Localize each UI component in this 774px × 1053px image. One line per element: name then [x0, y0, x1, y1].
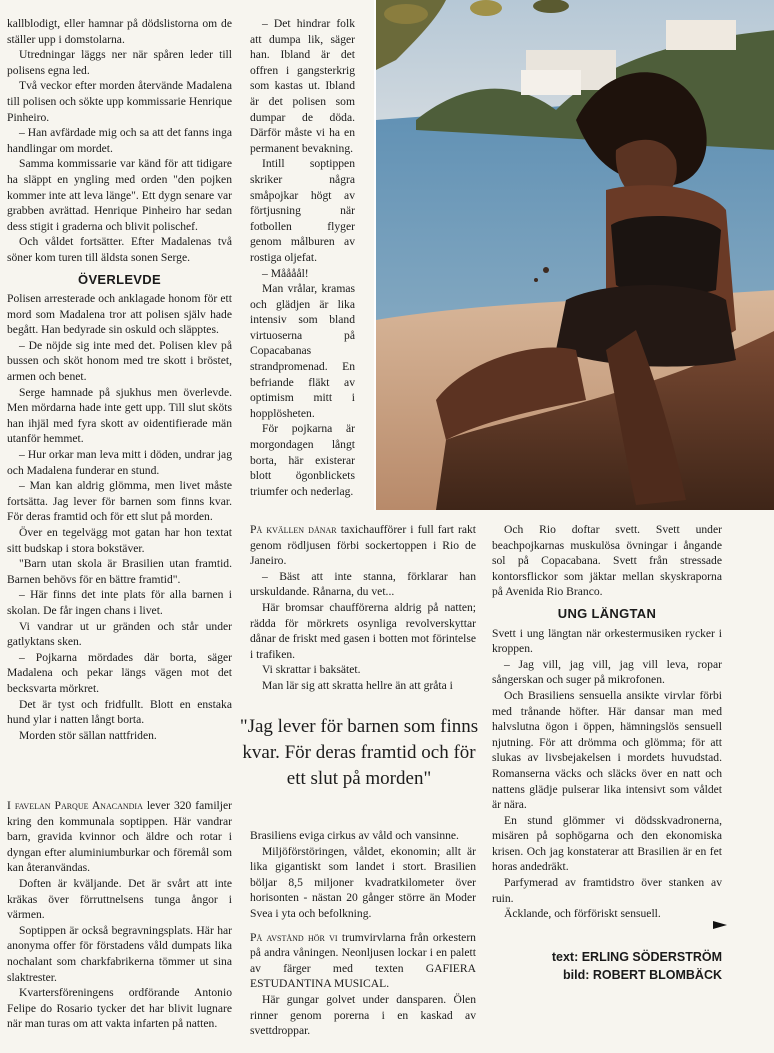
paragraph: – Man kan aldrig glömma, men livet måste fortsätta. Jag lever för barnen som finns kvar. För deras framtid och för ett slut på morden.	[7, 479, 232, 524]
paragraph: En stund glömmer vi dödsskvadronerna, misären på sophögarna och den ekonomiska krisen. Och jag konstaterar att Brasilien är en fet horas andedräkt.	[492, 813, 722, 874]
paragraph: – Det hindrar folk att dumpa lik, säger han. Ibland är det offren i gangsterkrig som kastas ut. Ibland är det polisen som dumpar de döda. Därför måste vi ha en permanent bevakning.	[250, 17, 355, 155]
paragraph: Serge hamnade på sjukhus men överlevde. Men mördarna hade inte gett upp. Till slut sköts han ihjäl med fyra skott av oidentifierade män utanför hemmet.	[7, 385, 232, 446]
paragraph: För pojkarna är morgondagen långt borta, här existerar blott ögonblickets triumfer och nederlag.	[250, 422, 355, 498]
paragraph-text: taxichaufförer i full fart rakt genom rödljusen förbi sockertoppen i Rio de Janeiro.	[250, 523, 476, 568]
paragraph: kallblodigt, eller hamnar på dödslistorna om de ställer upp i domstolarna.	[7, 17, 232, 46]
paragraph: Kvartersföreningens ordförande Antonio Felipe do Rosario tycker det har blivit lugnare när man turas om att vakta infarten på natten.	[7, 986, 232, 1031]
paragraph: – Han avfärdade mig och sa att det fanns inga handlingar om mordet.	[7, 126, 232, 155]
paragraph	[250, 522, 476, 569]
paragraph: – Här finns det inte plats för alla barnen i skolan. De får ingen chans i livet.	[7, 588, 232, 617]
paragraph: Polisen arresterade och anklagade honom för ett mord som Madalena tror att polisen själv hade begått. Han bedyrade sin oskuld och släpptes.	[7, 292, 232, 337]
paragraph: Äcklande, och förföriskt sensuell.	[504, 907, 661, 921]
woman-on-beach-wall-image	[376, 0, 774, 510]
paragraph: – Måååål!	[262, 266, 309, 280]
text-credit: text: ERLING SÖDERSTRÖM	[551, 950, 722, 964]
paragraph: Utredningar läggs ner när spåren leder till polisens egna led.	[7, 48, 232, 77]
section-lead-in: På avstånd hör vi	[250, 930, 338, 944]
paragraph: "Barn utan skola är Brasilien utan framtid. Barnen behövs för en bättre framtid".	[7, 557, 232, 586]
paragraph: Här bromsar chaufförerna aldrig på natten; rädda för mörkrets osynliga revolverskyttar dånar de friskt med gasen i botten mot förintelse i trafiken.	[250, 600, 476, 661]
paragraph: Vi vandrar ut ur gränden och står under gatlyktans sken.	[7, 619, 232, 649]
paragraph-text: lever 320 familjer kring den kommunala soptippen. Här vandrar barn, gravida kvinnor och äldre och rotar i dyngan efter aluminiumburkar och föremål som kan återanvändas.	[7, 799, 232, 875]
paragraph: Och våldet fortsätter. Efter Madalenas två söner kom turen till äldsta sonen Serge.	[7, 235, 232, 264]
paragraph: Miljöförstöringen, våldet, ekonomin; allt är lika gigantiskt som landet i stort. Brasilien böljar 8,5 miljoner kvadratkilometer över horisonten - nästan 20 gånger större än Moder Svea i yta och befolkning.	[250, 844, 476, 920]
section-lead-in: På kvällen dånar	[250, 523, 337, 536]
paragraph: Här gungar golvet under dansparen. Ölen rinner genom porerna i en kaskad av svettdroppar.	[250, 992, 476, 1038]
paragraph-text: trumvirvlarna från orkestern på andra våningen. Neonljusen lockar i en palett av färger med texten GAFIERA ESTUDANTINA MUSICAL.	[250, 930, 476, 991]
beach-photo	[374, 0, 774, 510]
paragraph: Samma kommissarie var känd för att tidigare ha släppt en yngling med orden "den pojken kommer inte att leva länge". Ett dygn senare var grabben avrättad. Henrique Pinheiro har sedan dess stigit i graderna och blivit polischef.	[7, 157, 232, 233]
paragraph	[7, 798, 232, 876]
article-column-4	[492, 522, 722, 922]
article-column-2	[250, 16, 355, 499]
paragraph: Brasiliens eviga cirkus av våld och vansinne.	[250, 829, 459, 842]
photo-credit: bild: ROBERT BLOMBÄCK	[562, 968, 722, 982]
article-column-1	[7, 16, 232, 743]
paragraph: Intill soptippen skriker några småpojkar högt av förtjusning när fotbollen flyger genom målburen av rostiga oljefat.	[250, 157, 355, 264]
paragraph: – De nöjde sig inte med det. Polisen klev på bussen och sköt honom med tre skott i bröstet, armen och benet.	[7, 338, 232, 384]
paragraph: Doften är kväljande. Det är svårt att inte kräkas över förruttnelsens tunga ångor i värmen.	[7, 876, 232, 922]
paragraph: Över en tegelvägg mot gatan har hon textat sitt budskap i stora bokstäver.	[7, 526, 232, 555]
paragraph: – Bäst att inte stanna, förklarar han urskuldande. Rånarna, du vet...	[250, 569, 476, 599]
pull-quote: "Jag lever för barnen som finns kvar. För deras framtid och för ett slut på morden"	[239, 716, 479, 789]
paragraph: Svett i ung längtan när orkestermusiken rycker i kroppen.	[492, 626, 722, 656]
paragraph: Man vrålar, kramas och glädjen är lika intensiv som bland virtuoserna på Copacabanas strandpromenad. En befriande fläkt av optimism mitt i hopplösheten.	[250, 282, 355, 420]
section-lead-in: I favelan Parque Anacandia	[7, 799, 143, 812]
paragraph: – Hur orkar man leva mitt i döden, undrar jag och Madalena funderar en stund.	[7, 448, 232, 477]
paragraph: Soptippen är också begravningsplats. Här har anonyma offer för förstadens våld dumpats lika nochalant som charkfabrikerna tömmer ut sina slaktrester.	[7, 923, 232, 984]
subheading-ung-langtan: UNG LÄNGTAN	[557, 605, 657, 621]
paragraph: – Pojkarna mördades där borta, säger Madalena och pekar längs vägen mot det becksvarta mörkret.	[7, 650, 232, 695]
paragraph: Och Brasiliens sensuella ansikte virvlar förbi med trånande höfter. Här dansar man med halvslutna ögon i öppen, hämningslös sensuell njutning. För att drömma och glömma; för att slukas av livsbejakelsen i mordets huvudstad. Romanserna väcks och släcks över en natt och nattens glädje pulserar lika intensivt som våldet är nära.	[492, 688, 722, 812]
paragraph: Det är tyst och fridfullt. Blott en enstaka hund ylar i natten långt borta.	[7, 697, 232, 727]
article-column-1-lower	[7, 798, 232, 1032]
end-arrow-icon	[712, 918, 728, 932]
paragraph: Parfymerad av framtidstro över stanken av ruin.	[492, 876, 722, 905]
paragraph	[250, 930, 476, 992]
paragraph: Och Rio doftar svett. Svett under beachpojkarnas muskulösa övningar i ångande sol på Copacabana. Svett från stressade kontorsflickor som jäktar mellan skyskraporna på Avenida Rio Branco.	[492, 523, 722, 599]
article-column-3-lower	[250, 828, 476, 1039]
paragraph: Morden stör sällan nattfriden.	[19, 728, 157, 742]
article-column-3	[250, 522, 476, 694]
paragraph: Två veckor efter morden återvände Madalena till polisen och sökte upp kommissarie Henrique Pinheiro.	[7, 79, 232, 124]
paragraph: Vi skrattar i baksätet.	[262, 663, 361, 677]
subheading-overlevde: ÖVERLEVDE	[78, 271, 161, 287]
byline	[490, 948, 722, 984]
paragraph: Man lär sig att skratta hellre än att gråta i	[262, 678, 453, 692]
paragraph: – Jag vill, jag vill, jag vill leva, ropar sångerskan och suger på mikrofonen.	[492, 657, 722, 687]
